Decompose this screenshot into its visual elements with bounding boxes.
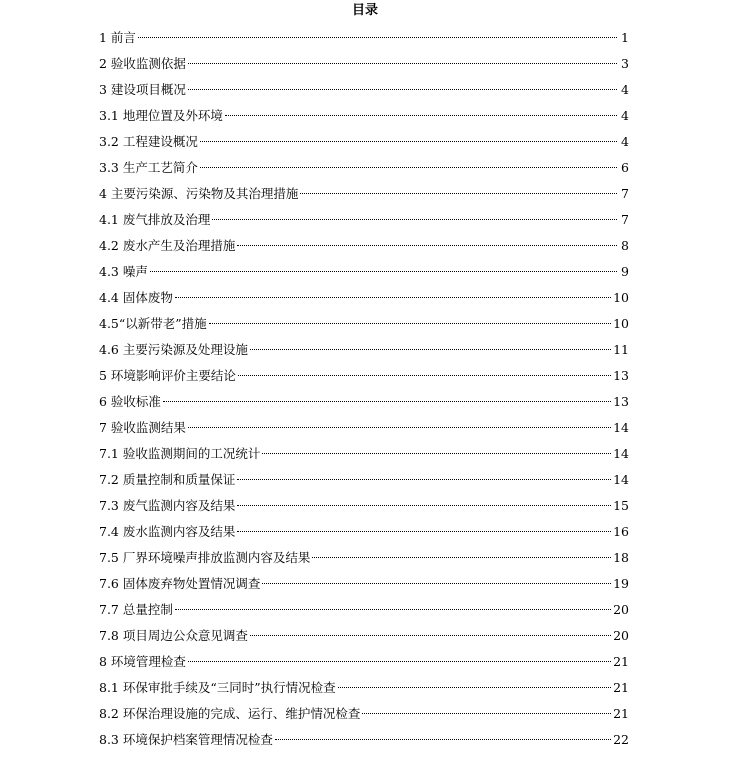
toc-leader-dots [209,323,611,324]
toc-entry-page-number: 13 [613,368,629,383]
toc-entry-page-number: 20 [613,602,629,617]
toc-entry-page-number: 14 [613,420,629,435]
toc-entry[interactable] [99,519,629,545]
toc-entry[interactable] [99,441,629,467]
toc-entry-label: 3.2 工程建设概况 [99,134,198,149]
toc-entry-page-number: 7 [621,212,629,227]
toc-leader-dots [200,141,617,142]
toc-entry-label: 5 环境影响评价主要结论 [99,368,236,383]
toc-entry-label: 7 验收监测结果 [99,420,186,435]
toc-leader-dots [188,661,611,662]
toc-entry[interactable] [99,623,629,649]
toc-entry-label: 6 验收标准 [99,394,161,409]
toc-entry-label: 7.7 总量控制 [99,602,173,617]
toc-entry[interactable] [99,103,629,129]
toc-entry-page-number: 9 [621,264,629,279]
toc-entry[interactable] [99,493,629,519]
toc-leader-dots [225,115,617,116]
toc-leader-dots [138,37,617,38]
toc-entry[interactable] [99,363,629,389]
toc-entry[interactable] [99,597,629,623]
toc-entry[interactable] [99,259,629,285]
toc-leader-dots [237,245,617,246]
toc-entry-page-number: 1 [621,30,629,45]
toc-entry-page-number: 6 [621,160,629,175]
toc-entry-label: 7.1 验收监测期间的工况统计 [99,446,261,461]
toc-entry-page-number: 14 [613,472,629,487]
toc-leader-dots [362,713,611,714]
toc-list [99,25,629,753]
toc-leader-dots [338,687,611,688]
toc-entry-label: 4.5“以新带老”措施 [99,316,207,331]
toc-entry-label: 8 环境管理检查 [99,654,186,669]
toc-entry[interactable] [99,155,629,181]
toc-entry[interactable] [99,285,629,311]
toc-entry[interactable] [99,311,629,337]
toc-entry-page-number: 21 [613,680,629,695]
toc-entry-label: 3.3 生产工艺简介 [99,160,198,175]
toc-entry-label: 4.3 噪声 [99,264,148,279]
toc-entry-label: 4.1 废气排放及治理 [99,212,211,227]
toc-entry-page-number: 10 [613,290,629,305]
toc-entry[interactable] [99,25,629,51]
toc-entry[interactable] [99,675,629,701]
toc-leader-dots [238,375,611,376]
toc-leader-dots [200,167,617,168]
toc-entry-label: 7.2 质量控制和质量保证 [99,472,236,487]
toc-entry[interactable] [99,545,629,571]
toc-entry[interactable] [99,389,629,415]
toc-entry[interactable] [99,51,629,77]
toc-entry-page-number: 21 [613,706,629,721]
toc-entry-page-number: 8 [621,238,629,253]
toc-entry-page-number: 3 [621,56,629,71]
toc-leader-dots [150,271,617,272]
toc-leader-dots [175,297,611,298]
toc-entry[interactable] [99,701,629,727]
toc-entry-page-number: 15 [613,498,629,513]
toc-leader-dots [237,505,611,506]
toc-entry[interactable] [99,207,629,233]
toc-leader-dots [188,427,611,428]
toc-entry-label: 7.5 厂界环境噪声排放监测内容及结果 [99,550,311,565]
toc-leader-dots [237,531,611,532]
toc-entry-label: 8.2 环保治理设施的完成、运行、维护情况检查 [99,706,361,721]
toc-leader-dots [300,193,617,194]
toc-leader-dots [163,401,611,402]
toc-entry-page-number: 19 [613,576,629,591]
toc-entry[interactable] [99,181,629,207]
toc-leader-dots [275,739,611,740]
toc-entry-label: 7.6 固体废弃物处置情况调查 [99,576,261,591]
toc-leader-dots [188,89,617,90]
toc-entry-label: 7.3 废气监测内容及结果 [99,498,236,513]
toc-leader-dots [188,63,617,64]
toc-entry-label: 3 建设项目概况 [99,82,186,97]
toc-entry-page-number: 10 [613,316,629,331]
toc-entry-label: 3.1 地理位置及外环境 [99,108,223,123]
toc-leader-dots [262,453,611,454]
toc-entry-page-number: 4 [621,134,629,149]
toc-entry-label: 4.6 主要污染源及处理设施 [99,342,248,357]
toc-entry-label: 7.8 项目周边公众意见调查 [99,628,248,643]
toc-entry-page-number: 16 [613,524,629,539]
toc-leader-dots [237,479,611,480]
toc-leader-dots [250,349,611,350]
toc-entry[interactable] [99,129,629,155]
toc-entry[interactable] [99,337,629,363]
toc-entry[interactable] [99,727,629,753]
toc-entry-page-number: 13 [613,394,629,409]
toc-leader-dots [262,583,611,584]
toc-entry-page-number: 18 [613,550,629,565]
toc-entry-page-number: 11 [613,342,629,357]
toc-entry-label: 4 主要污染源、污染物及其治理措施 [99,186,299,201]
toc-entry[interactable] [99,571,629,597]
toc-entry-page-number: 14 [613,446,629,461]
toc-entry-page-number: 21 [613,654,629,669]
toc-entry[interactable] [99,77,629,103]
toc-entry-page-number: 4 [621,82,629,97]
toc-entry-label: 8.3 环境保护档案管理情况检查 [99,732,273,747]
toc-entry[interactable] [99,649,629,675]
toc-entry-label: 4.2 废水产生及治理措施 [99,238,236,253]
toc-entry-label: 7.4 废水监测内容及结果 [99,524,236,539]
toc-title: 目录 [351,3,378,18]
toc-entry-label: 8.1 环保审批手续及“三同时”执行情况检查 [99,680,336,695]
toc-entry-page-number: 22 [613,732,629,747]
toc-leader-dots [250,635,611,636]
toc-leader-dots [175,609,611,610]
toc-entry-label: 4.4 固体废物 [99,290,173,305]
toc-leader-dots [212,219,617,220]
toc-entry-page-number: 7 [621,186,629,201]
toc-entry-page-number: 4 [621,108,629,123]
toc-entry-label: 2 验收监测依据 [99,56,186,71]
toc-entry-page-number: 20 [613,628,629,643]
toc-entry[interactable] [99,415,629,441]
toc-entry-label: 1 前言 [99,30,136,45]
toc-leader-dots [312,557,611,558]
toc-entry[interactable] [99,233,629,259]
toc-entry[interactable] [99,467,629,493]
